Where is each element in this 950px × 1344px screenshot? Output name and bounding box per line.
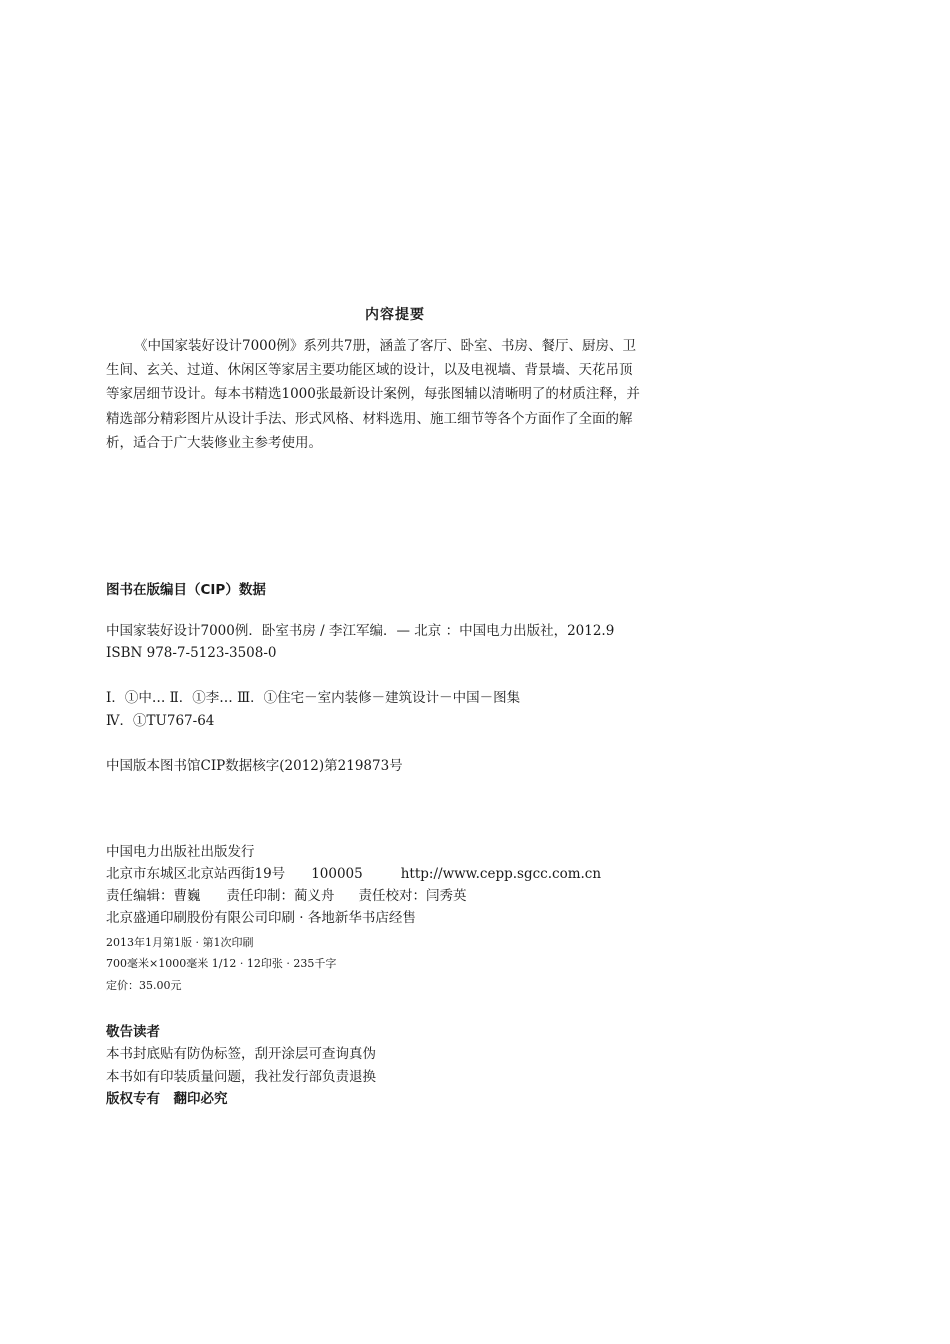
- classification-line: Ⅳ．①TU767-64: [106, 713, 215, 729]
- notice-title: 敬告读者: [106, 1024, 160, 1040]
- publisher-website: http://www.cepp.sgcc.com.cn: [400, 866, 602, 882]
- publisher-line: 中国电力出版社出版发行: [106, 844, 255, 860]
- isbn: ISBN 978-7-5123-3508-0: [106, 645, 277, 661]
- publisher-postcode: 100005: [311, 866, 363, 882]
- cip-heading: 图书在版编目（CIP）数据: [106, 582, 266, 598]
- printing-supervisor: 责任印制：蔺义舟: [226, 888, 335, 904]
- publisher-address: 北京市东城区北京站西街19号: [106, 866, 286, 882]
- price: 定价：35.00元: [106, 979, 182, 992]
- summary-line: 《中国家装好设计7000例》系列共7册，涵盖了客厅、卧室、书房、餐厅、厨房、卫: [134, 338, 636, 354]
- notice-line: 本书如有印装质量问题，我社发行部负责退换: [106, 1069, 376, 1085]
- staff-row: [106, 886, 467, 906]
- summary-line: 析，适合于广大装修业主参考使用。: [106, 435, 322, 451]
- summary-line: 等家居细节设计。每本书精选1000张最新设计案例，每张图辅以清晰明了的材质注释，并: [106, 386, 640, 402]
- summary-line: 精选部分精彩图片从设计手法、形式风格、材料选用、施工细节等各个方面作了全面的解: [106, 411, 633, 427]
- editor: 责任编辑：曹巍: [106, 888, 201, 904]
- classification-line: Ⅰ．①中… Ⅱ．①李… Ⅲ．①住宅－室内装修－建筑设计－中国－图集: [106, 690, 521, 706]
- format: 700毫米×1000毫米 1/12 · 12印张 · 235千字: [106, 957, 337, 970]
- cip-record-line: 中国家装好设计7000例．卧室书房 / 李江军编．— 北京 ：中国电力出版社，2012.9: [106, 623, 615, 639]
- edition: 2013年1月第1版 · 第1次印刷: [106, 936, 254, 949]
- notice-line: 本书封底贴有防伪标签，刮开涂层可查询真伪: [106, 1046, 376, 1062]
- proofreader: 责任校对：闫秀英: [358, 888, 467, 904]
- summary-line: 生间、玄关、过道、休闲区等家居主要功能区域的设计，以及电视墙、背景墙、天花吊顶: [106, 362, 633, 378]
- cip-verification: 中国版本图书馆CIP数据核字(2012)第219873号: [106, 758, 403, 774]
- printer: 北京盛通印刷股份有限公司印刷 · 各地新华书店经售: [106, 910, 416, 926]
- summary-title: 内容提要: [365, 307, 425, 323]
- publisher-address-row: [106, 864, 601, 884]
- copyright-notice: 版权专有 翻印必究: [106, 1091, 228, 1107]
